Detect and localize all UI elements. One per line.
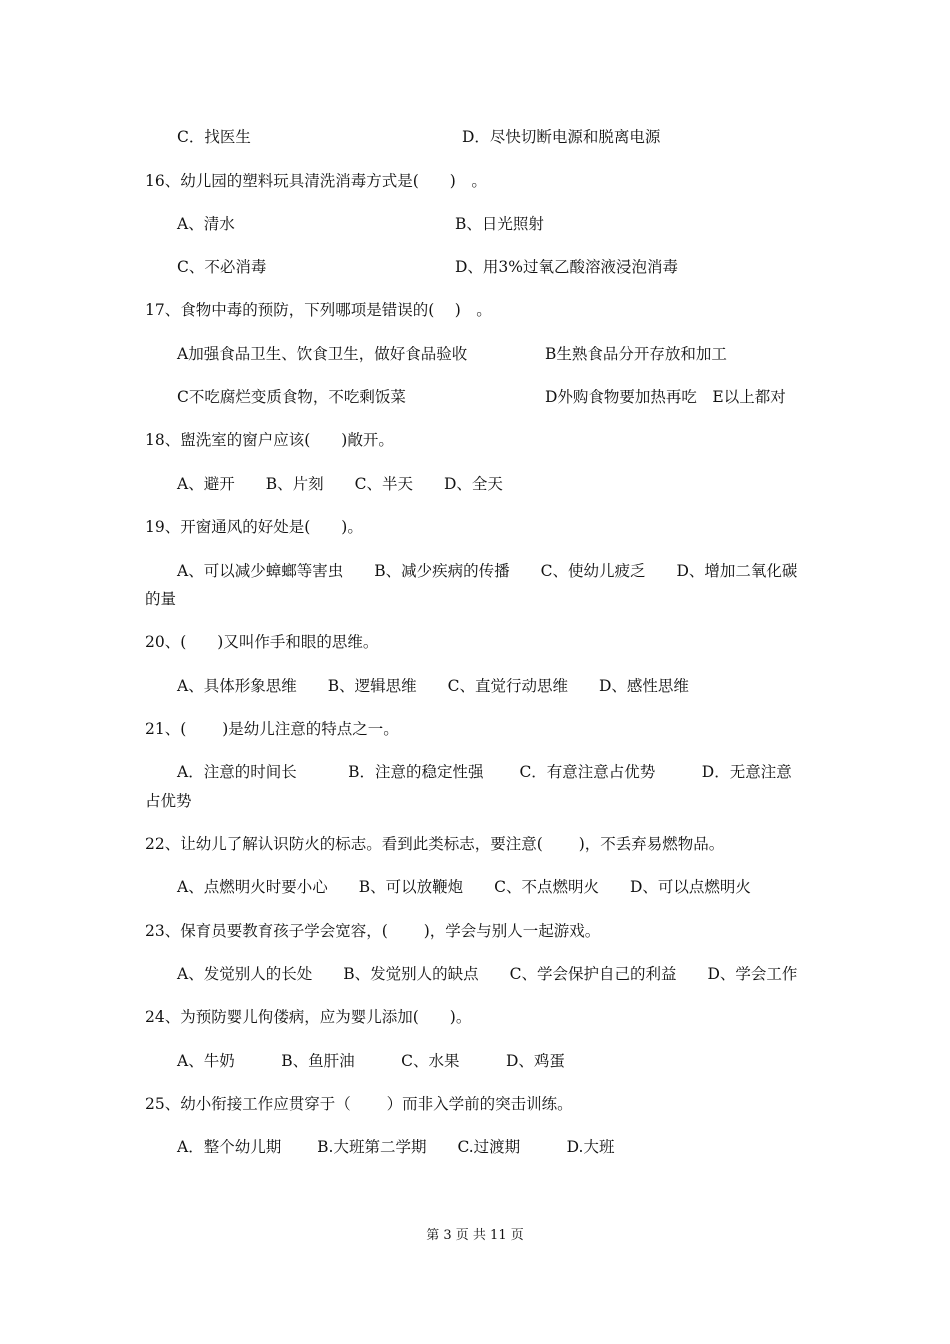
q15-option-c: C．找医生 (177, 128, 251, 146)
q17-option-c: C不吃腐烂变质食物，不吃剩饭菜 (177, 388, 406, 406)
q16-option-c: C、不必消毒 (177, 258, 267, 276)
q21-options-line2: 占优势 (145, 792, 192, 810)
q22-stem: 22、让幼儿了解认识防火的标志。看到此类标志，要注意( )，不丢弃易燃物品。 (145, 835, 725, 853)
q24-options: A、牛奶 B、鱼肝油 C、水果 D、鸡蛋 (177, 1052, 565, 1070)
q25-stem: 25、幼小衔接工作应贯穿于（ ）而非入学前的突击训练。 (145, 1095, 573, 1113)
q15-option-d: D．尽快切断电源和脱离电源 (462, 128, 661, 146)
q23-options: A、发觉别人的长处 B、发觉别人的缺点 C、学会保护自己的利益 D、学会工作 (177, 965, 798, 983)
q19-options-line2: 的量 (145, 590, 177, 608)
q24-stem: 24、为预防婴儿佝偻病，应为婴儿添加( )。 (145, 1008, 472, 1026)
q18-options: A、避开 B、片刻 C、半天 D、全天 (177, 475, 503, 493)
q18-stem: 18、盥洗室的窗户应该( )敞开。 (145, 431, 394, 449)
q25-options: A．整个幼儿期 B.大班第二学期 C.过渡期 D.大班 (177, 1138, 615, 1156)
q20-stem: 20、( )又叫作手和眼的思维。 (145, 633, 379, 651)
q23-stem: 23、保育员要教育孩子学会宽容，( )，学会与别人一起游戏。 (145, 922, 601, 940)
q22-options: A、点燃明火时要小心 B、可以放鞭炮 C、不点燃明火 D、可以点燃明火 (177, 878, 751, 896)
q17-stem: 17、食物中毒的预防，下列哪项是错误的( ) 。 (145, 301, 492, 319)
q16-stem: 16、幼儿园的塑料玩具清洗消毒方式是( ) 。 (145, 172, 487, 190)
q20-options: A、具体形象思维 B、逻辑思维 C、直觉行动思维 D、感性思维 (177, 677, 689, 695)
q16-option-b: B、日光照射 (455, 215, 544, 233)
page-footer: 第 3 页 共 11 页 (426, 1228, 524, 1243)
q17-option-a: A加强食品卫生、饮食卫生，做好食品验收 (177, 345, 468, 363)
q19-options-line1: A、可以减少蟑螂等害虫 B、减少疾病的传播 C、使幼儿疲乏 D、增加二氧化碳 (177, 562, 798, 580)
q21-options-line1: A．注意的时间长 B．注意的稳定性强 C．有意注意占优势 D．无意注意 (177, 763, 792, 781)
q16-option-a: A、清水 (177, 215, 235, 233)
q17-option-d: D外购食物要加热再吃 E以上都对 (545, 388, 786, 406)
q21-stem: 21、( )是幼儿注意的特点之一。 (145, 720, 399, 738)
q16-option-d: D、用3%过氧乙酸溶液浸泡消毒 (455, 258, 679, 276)
q17-option-b: B生熟食品分开存放和加工 (545, 345, 727, 363)
q19-stem: 19、开窗通风的好处是( )。 (145, 518, 363, 536)
